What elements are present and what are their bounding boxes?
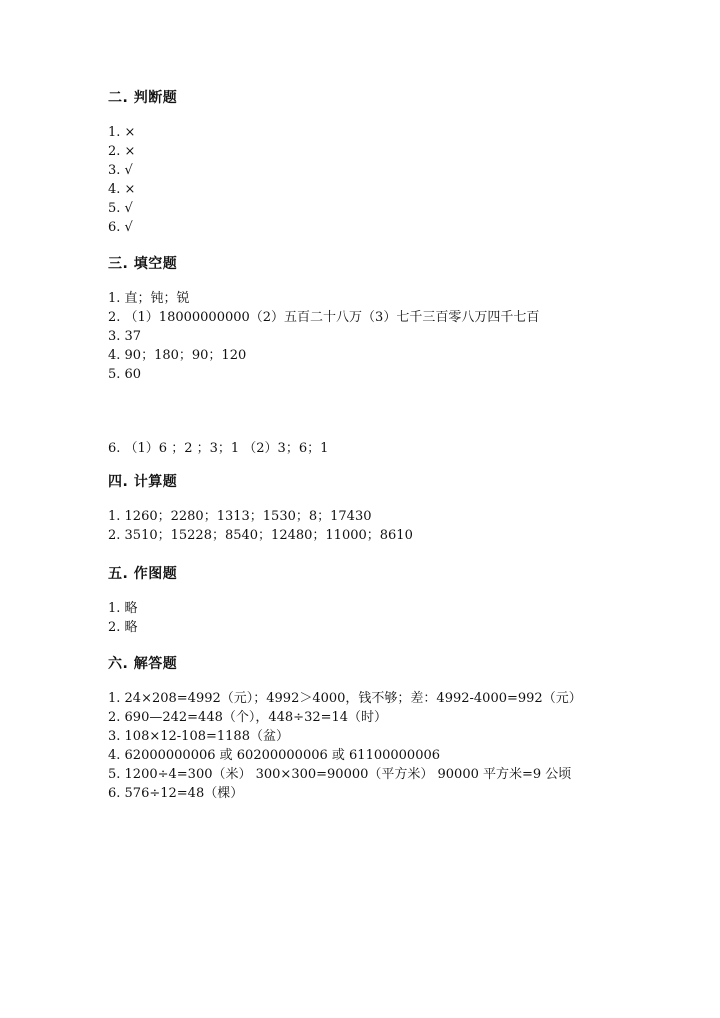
answer-item: 1. × [108,125,136,140]
section-heading: 四. 计算题 [108,474,178,490]
section-calculation [108,473,668,545]
section-judgment [108,89,668,237]
answer-item: 3. 108×12-108=1188（盆） [108,729,289,744]
answer-item: 2. × [108,144,136,159]
answer-item: 2. 略 [108,620,138,635]
section-heading: 二. 判断题 [108,90,178,106]
answer-list [108,123,668,237]
answer-item: 5. 60 [108,367,142,382]
answer-item: 6. 576÷12=48（棵） [108,786,244,801]
answer-item: 4. × [108,182,136,197]
answer-list [108,289,668,458]
answer-item: 4. 62000000006 或 60200000006 或 61100000006 [108,748,441,763]
answer-item: 2. 3510；15228；8540；12480；11000；8610 [108,528,413,543]
answer-item: 3. 37 [108,329,142,344]
answer-item: 6. √ [108,220,133,235]
answer-item: 2. （1）18000000000（2）五百二十八万（3）七千三百零八万四千七百 [108,310,540,325]
answer-item: 5. 1200÷4=300（米） 300×300=90000（平方米） 90000 平方米=9 公顷 [108,767,572,782]
answer-list [108,599,668,637]
answer-list [108,689,668,803]
section-word-problems [108,655,668,803]
answer-item: 3. √ [108,163,133,178]
answer-item: 1. 直；钝；锐 [108,291,190,306]
answer-item: 6. （1）6 ；2 ；3；1 （2）3；6；1 [108,441,329,456]
answer-item: 1. 24×208=4992（元）；4992＞4000，钱不够；差：4992-4000=992（元） [108,691,582,706]
section-heading: 五. 作图题 [108,566,178,582]
section-heading: 六. 解答题 [108,656,178,672]
answer-item: 5. √ [108,201,133,216]
answer-item: 1. 略 [108,601,138,616]
section-drawing [108,565,668,637]
answer-item: 1. 1260；2280；1313；1530；8；17430 [108,509,372,524]
answer-item: 4. 90；180；90；120 [108,348,247,363]
answer-list [108,507,668,545]
answer-item: 2. 690—242=448（个），448÷32=14（时） [108,710,388,725]
section-heading: 三. 填空题 [108,256,178,272]
section-fill-blank [108,255,668,458]
